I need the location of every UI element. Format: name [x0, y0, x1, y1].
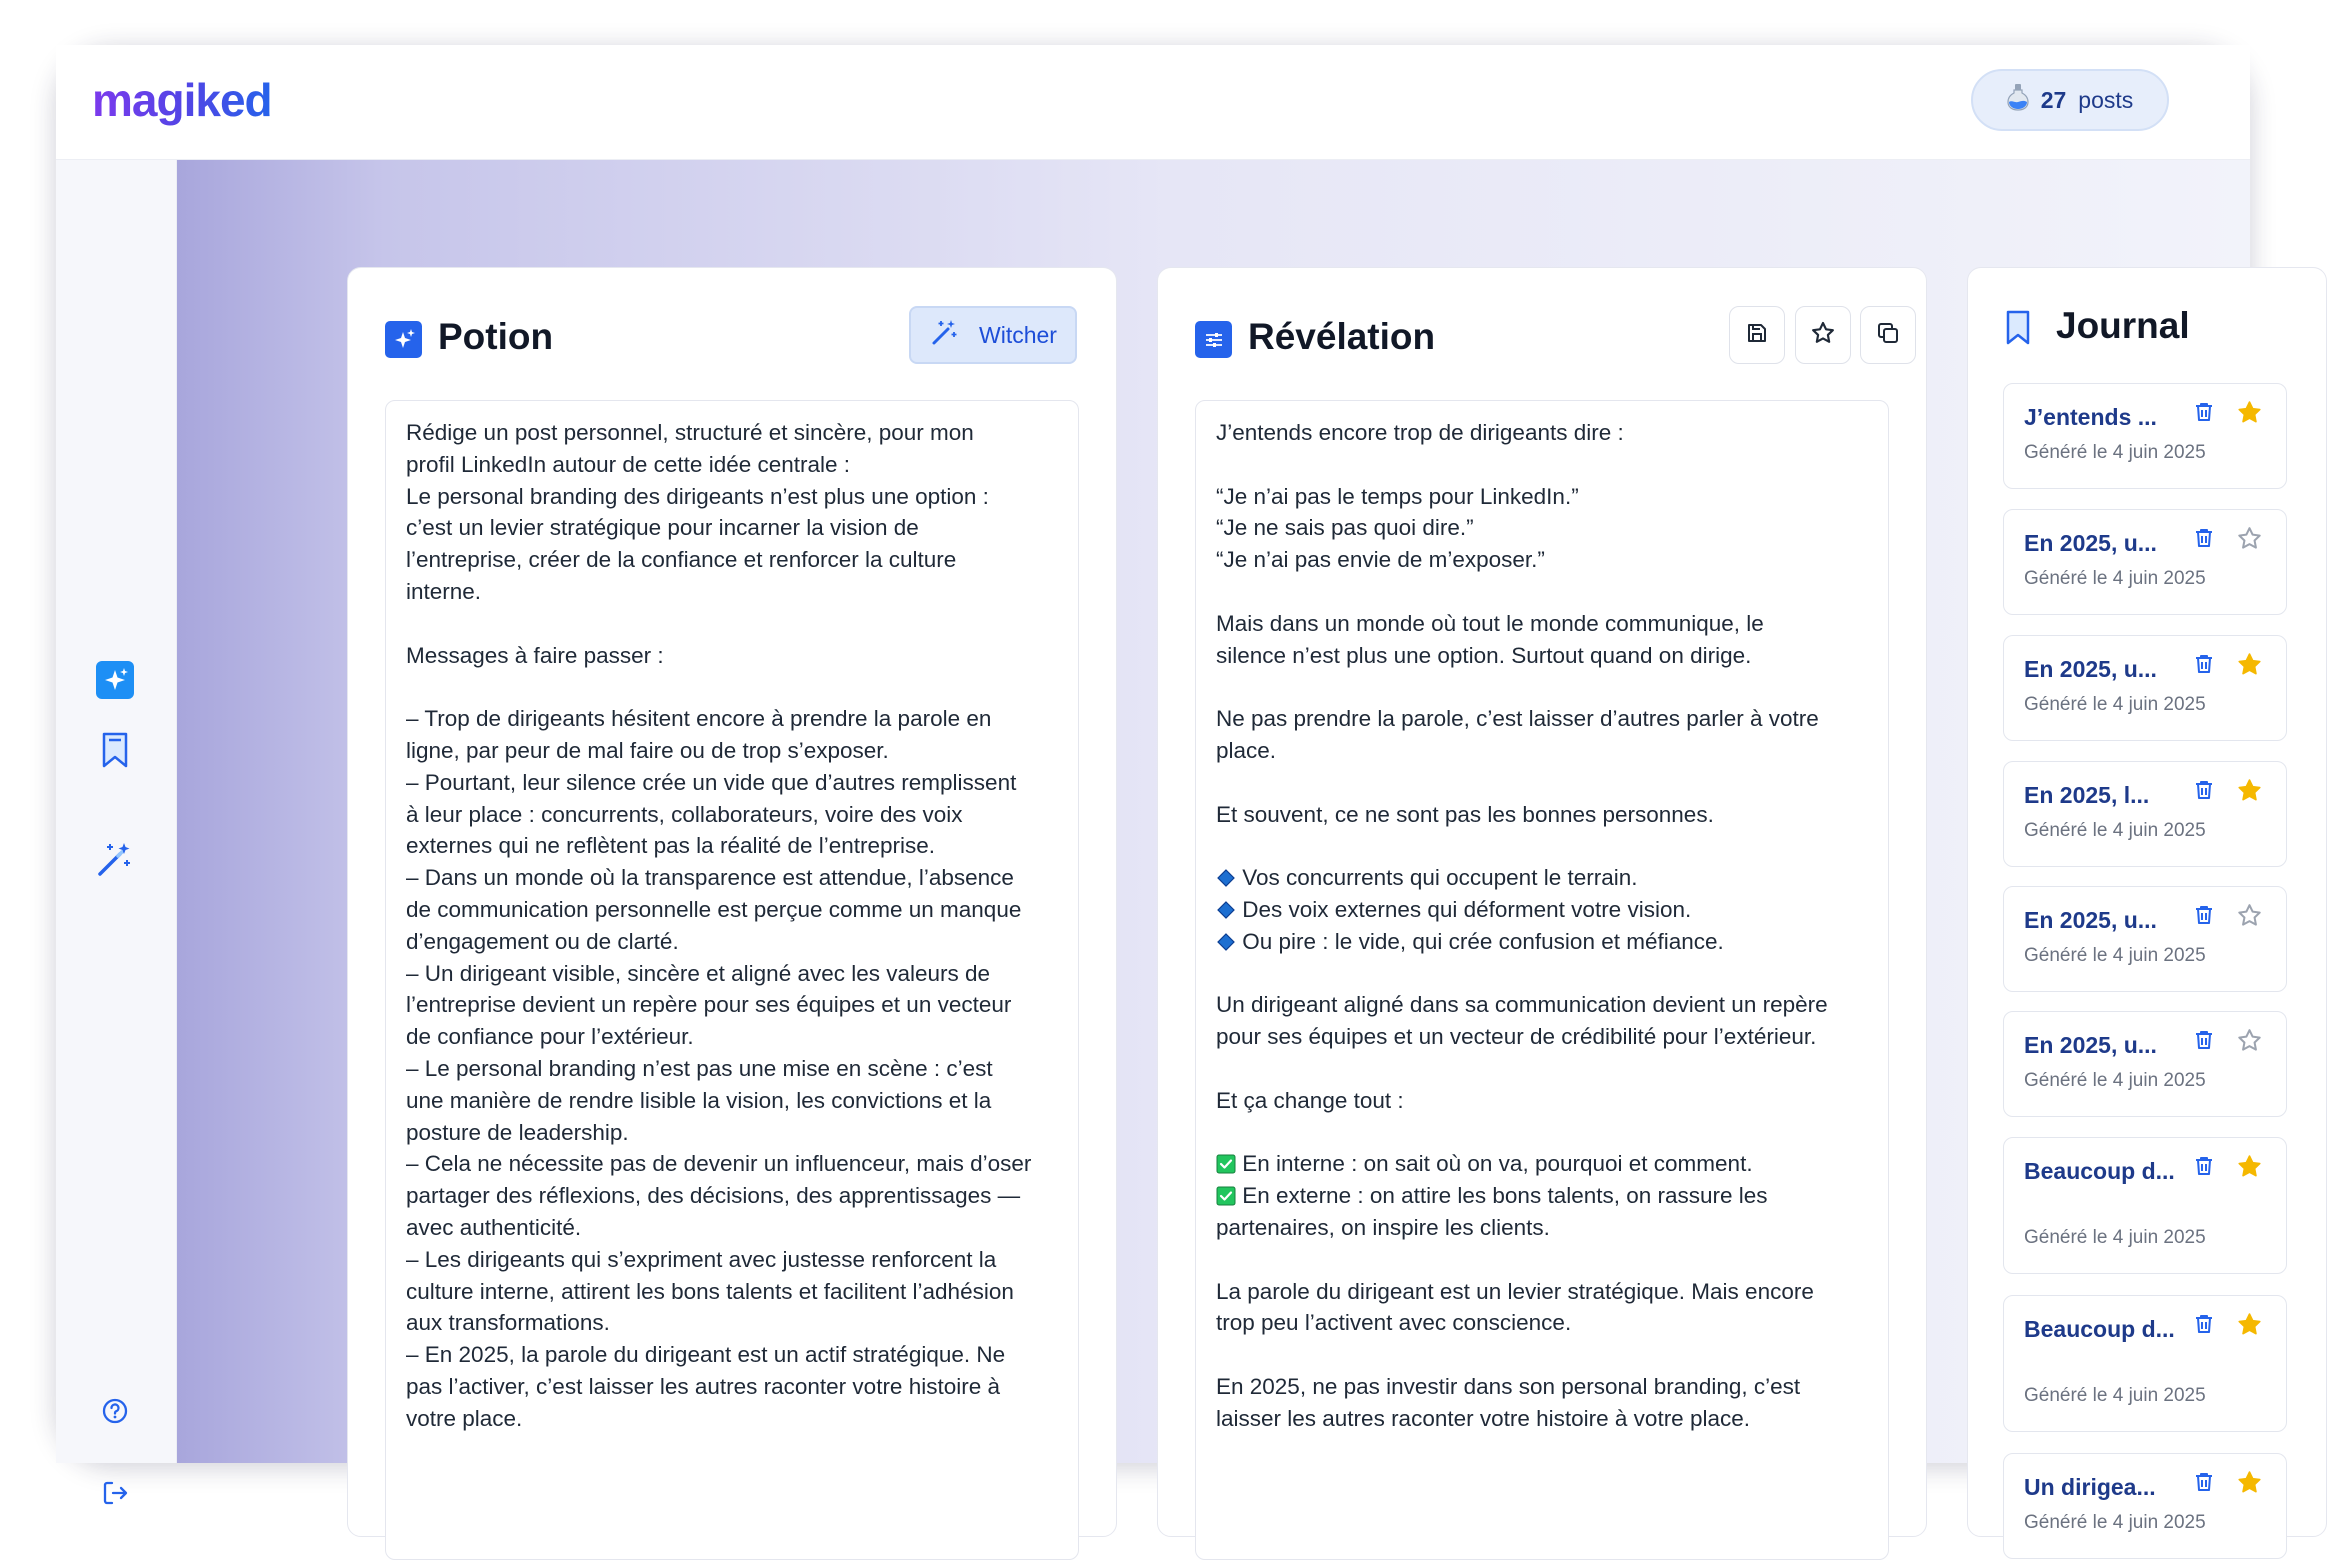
prompt-line: interne.: [406, 578, 482, 604]
sidebar-item-witcher[interactable]: [95, 841, 135, 881]
logout-icon: [101, 1479, 129, 1512]
post-line-text: Mais dans un monde où tout le monde communique, le: [1216, 610, 1764, 636]
post-line-text: partenaires, on inspire les clients.: [1216, 1214, 1550, 1240]
post-line: [1216, 481, 1868, 513]
journal-item[interactable]: [2003, 509, 2287, 615]
post-line-text: “Je n’ai pas le temps pour LinkedIn.”: [1216, 483, 1579, 509]
prompt-line: – Cela ne nécessite pas de devenir un influenceur, mais d’oser: [406, 1151, 1032, 1177]
copy-icon: [1876, 321, 1900, 350]
journal-item-date: Généré le 4 juin 2025: [2024, 820, 2206, 841]
post-line: [1216, 862, 1868, 894]
prompt-line: partager des réflexions, des décisions, des apprentissages —: [406, 1183, 1021, 1209]
post-line: [1216, 512, 1868, 544]
help-button[interactable]: [95, 1393, 135, 1433]
journal-item-date: Généré le 4 juin 2025: [2024, 1227, 2206, 1248]
trash-icon[interactable]: [2192, 778, 2216, 802]
post-line: [1216, 703, 1868, 735]
post-line: [1216, 1339, 1868, 1371]
post-line: [1216, 958, 1868, 990]
sparkles-icon: [385, 321, 422, 358]
journal-item[interactable]: [2003, 383, 2287, 489]
post-line-text: “Je ne sais pas quoi dire.”: [1216, 515, 1474, 541]
help-icon: [101, 1397, 129, 1430]
potion-card: [347, 267, 1117, 1537]
posts-counter-badge[interactable]: [1971, 69, 2169, 131]
main-content: [177, 160, 2250, 1533]
post-line: [1216, 1212, 1868, 1244]
star-filled-icon[interactable]: [2236, 651, 2263, 678]
post-line: [1216, 671, 1868, 703]
star-filled-icon[interactable]: [2236, 399, 2263, 426]
post-line-text: pour ses équipes et un vecteur de crédibilité pour l’extérieur.: [1216, 1024, 1817, 1050]
prompt-line: l’entreprise devient un repère pour ses équipes et un vecteur: [406, 992, 1012, 1018]
prompt-line: votre place.: [406, 1405, 523, 1431]
trash-icon[interactable]: [2192, 526, 2216, 550]
sidebar-item-potion[interactable]: [95, 662, 135, 702]
prompt-line: – Pourtant, leur silence crée un vide que d’autres remplissent: [406, 769, 1017, 795]
post-line: [1216, 576, 1868, 608]
prompt-line: aux transformations.: [406, 1310, 610, 1336]
diamond-bullet-icon: [1216, 865, 1236, 897]
post-line: [1216, 735, 1868, 767]
journal-item-date: Généré le 4 juin 2025: [2024, 694, 2206, 715]
sidebar: [56, 160, 177, 1463]
post-line: [1216, 1276, 1868, 1308]
journal-item-date: Généré le 4 juin 2025: [2024, 568, 2206, 589]
post-line: [1216, 1403, 1868, 1435]
journal-item-title[interactable]: En 2025, u...: [2024, 656, 2157, 682]
post-line-text: En externe : on attire les bons talents, on rassure les: [1242, 1183, 1768, 1209]
prompt-line: [406, 671, 1058, 703]
revelation-title: Révélation: [1248, 316, 1436, 357]
app-logo[interactable]: magiked: [92, 74, 272, 126]
post-line: [1216, 926, 1868, 958]
star-icon[interactable]: [2236, 525, 2263, 552]
prompt-line: – Un dirigeant visible, sincère et aligné avec les valeurs de: [406, 960, 991, 986]
journal-item-date: Généré le 4 juin 2025: [2024, 945, 2206, 966]
save-button[interactable]: [1729, 306, 1785, 364]
post-line: [1216, 640, 1868, 672]
potion-bottle-icon: [2007, 83, 2029, 117]
revelation-card: [1157, 267, 1927, 1537]
star-icon[interactable]: [2236, 902, 2263, 929]
trash-icon[interactable]: [2192, 903, 2216, 927]
post-line-text: En interne : on sait où on va, pourquoi et comment.: [1242, 1151, 1753, 1177]
magic-wand-icon: [96, 840, 134, 883]
post-line-text: En 2025, ne pas investir dans son personal branding, c’est: [1216, 1373, 1801, 1399]
journal-item-title[interactable]: En 2025, u...: [2024, 907, 2157, 933]
journal-item-date: Généré le 4 juin 2025: [2024, 1512, 2206, 1533]
post-line-text: Et souvent, ce ne sont pas les bonnes personnes.: [1216, 801, 1714, 827]
post-line-text: Vos concurrents qui occupent le terrain.: [1242, 865, 1638, 891]
post-line-text: Ou pire : le vide, qui crée confusion et méfiance.: [1242, 928, 1724, 954]
sparkles-icon: [95, 660, 135, 705]
witcher-button[interactable]: [909, 306, 1077, 364]
favorite-button[interactable]: [1795, 306, 1851, 364]
post-line: [1216, 1244, 1868, 1276]
post-line: [1216, 449, 1868, 481]
prompt-line: pas l’activer, c’est laisser les autres raconter votre histoire à: [406, 1373, 1000, 1399]
trash-icon[interactable]: [2192, 1028, 2216, 1052]
prompt-line: – Trop de dirigeants hésitent encore à prendre la parole en: [406, 706, 992, 732]
prompt-line: posture de leadership.: [406, 1119, 629, 1145]
prompt-line: – En 2025, la parole du dirigeant est un actif stratégique. Ne: [406, 1342, 1006, 1368]
post-line: [1216, 1307, 1868, 1339]
prompt-line: de confiance pour l’extérieur.: [406, 1024, 694, 1050]
post-line-text: La parole du dirigeant est un levier stratégique. Mais encore: [1216, 1278, 1814, 1304]
star-filled-icon[interactable]: [2236, 1311, 2263, 1338]
check-mark-icon: [1216, 1183, 1236, 1215]
post-line-text: Ne pas prendre la parole, c’est laisser d’autres parler à votre: [1216, 706, 1819, 732]
star-filled-icon[interactable]: [2236, 777, 2263, 804]
journal-item-date: Généré le 4 juin 2025: [2024, 1385, 2206, 1406]
sliders-icon: [1195, 321, 1232, 358]
prompt-line: une manière de rendre lisible la vision, les convictions et la: [406, 1087, 992, 1113]
post-line: [1216, 544, 1868, 576]
diamond-bullet-icon: [1216, 897, 1236, 929]
trash-icon[interactable]: [2192, 1470, 2216, 1494]
post-line-text: “Je n’ai pas envie de m’exposer.”: [1216, 547, 1545, 573]
prompt-line: c’est un levier stratégique pour incarner la vision de: [406, 515, 919, 541]
post-line-text: Un dirigeant aligné dans sa communication devient un repère: [1216, 992, 1828, 1018]
prompt-line: Le personal branding des dirigeants n’est plus une option :: [406, 483, 989, 509]
posts-label: posts: [2078, 86, 2134, 113]
prompt-line: culture interne, attirent les bons talents et facilitent l’adhésion: [406, 1278, 1014, 1304]
trash-icon[interactable]: [2192, 652, 2216, 676]
journal-item[interactable]: [2003, 1453, 2287, 1559]
post-line-text: trop peu l’activent avec conscience.: [1216, 1310, 1572, 1336]
posts-count: 27: [2040, 86, 2067, 113]
prompt-line: avec authenticité.: [406, 1214, 582, 1240]
journal-item-title[interactable]: En 2025, l...: [2024, 782, 2150, 808]
journal-title: Journal: [2056, 305, 2190, 346]
app-window: [56, 45, 2250, 1533]
post-line-text: silence n’est plus une option. Surtout quand on dirige.: [1216, 642, 1752, 668]
prompt-textarea[interactable]: [385, 400, 1079, 1560]
post-line-text: laisser les autres raconter votre histoire à votre place.: [1216, 1405, 1750, 1431]
journal-item[interactable]: [2003, 1295, 2287, 1432]
sidebar-item-journal[interactable]: [95, 732, 135, 772]
journal-item-title[interactable]: Un dirigea...: [2024, 1474, 2156, 1500]
journal-item[interactable]: [2003, 1137, 2287, 1274]
post-line: [1216, 1085, 1868, 1117]
prompt-line: à leur place : concurrents, collaborateurs, voire des voix: [406, 801, 963, 827]
trash-icon[interactable]: [2192, 1154, 2216, 1178]
star-icon[interactable]: [2236, 1027, 2263, 1054]
journal-item-title[interactable]: Beaucoup d...: [2024, 1158, 2175, 1184]
prompt-line: – Les dirigeants qui s’expriment avec justesse renforcent la: [406, 1246, 997, 1272]
post-line: [1216, 989, 1868, 1021]
copy-button[interactable]: [1860, 306, 1916, 364]
post-line-text: J’entends encore trop de dirigeants dire :: [1216, 420, 1624, 445]
bookmark-icon: [100, 731, 130, 774]
prompt-line: Messages à faire passer :: [406, 642, 664, 668]
post-line-text: place.: [1216, 737, 1277, 763]
generated-post-textarea[interactable]: [1195, 400, 1889, 1560]
post-line-text: Et ça change tout :: [1216, 1087, 1404, 1113]
post-line: [1216, 608, 1868, 640]
prompt-line: [406, 608, 1058, 640]
post-line: [1216, 1371, 1868, 1403]
trash-icon[interactable]: [2192, 400, 2216, 424]
journal-item[interactable]: [2003, 761, 2287, 867]
potion-title: Potion: [438, 316, 554, 357]
prompt-line: ligne, par peur de mal faire ou de trop s’exposer.: [406, 737, 889, 763]
save-icon: [1745, 321, 1769, 350]
prompt-line: – Dans un monde où la transparence est attendue, l’absence: [406, 865, 1014, 891]
prompt-line: externes qui ne reflètent pas la réalité de l’entreprise.: [406, 833, 936, 859]
post-line: [1216, 1053, 1868, 1085]
star-filled-icon[interactable]: [2236, 1153, 2263, 1180]
journal-item-title[interactable]: Beaucoup d...: [2024, 1316, 2175, 1342]
prompt-line: profil LinkedIn autour de cette idée centrale :: [406, 451, 851, 477]
post-line: [1216, 799, 1868, 831]
post-line: [1216, 767, 1868, 799]
post-line-text: Des voix externes qui déforment votre vision.: [1242, 896, 1692, 922]
post-line: [1216, 830, 1868, 862]
star-filled-icon[interactable]: [2236, 1469, 2263, 1496]
journal-item-date: Généré le 4 juin 2025: [2024, 1070, 2206, 1091]
post-line: [1216, 417, 1868, 449]
post-line: [1216, 1148, 1868, 1180]
prompt-line: – Le personal branding n’est pas une mise en scène : c’est: [406, 1055, 993, 1081]
prompt-line: l’entreprise, créer de la confiance et renforcer la culture: [406, 547, 957, 573]
journal-item[interactable]: [2003, 635, 2287, 741]
prompt-line: de communication personnelle est perçue comme un manque: [406, 896, 1022, 922]
check-mark-icon: [1216, 1151, 1236, 1183]
post-line: [1216, 1117, 1868, 1149]
post-line: [1216, 894, 1868, 926]
magic-wand-icon: [931, 318, 959, 352]
post-line: [1216, 1180, 1868, 1212]
journal-item-title[interactable]: En 2025, u...: [2024, 530, 2157, 556]
journal-item-title[interactable]: En 2025, u...: [2024, 1032, 2157, 1058]
diamond-bullet-icon: [1216, 929, 1236, 961]
star-icon: [1810, 320, 1836, 351]
journal-item-date: Généré le 4 juin 2025: [2024, 442, 2206, 463]
prompt-line: Rédige un post personnel, structuré et sincère, pour mon: [406, 420, 974, 445]
prompt-line: d’engagement ou de clarté.: [406, 928, 679, 954]
journal-item-title[interactable]: J’entends ...: [2024, 404, 2157, 430]
logout-button[interactable]: [95, 1475, 135, 1515]
bookmark-icon: [2005, 310, 2031, 351]
journal-item[interactable]: [2003, 886, 2287, 992]
post-line: [1216, 1021, 1868, 1053]
trash-icon[interactable]: [2192, 1312, 2216, 1336]
journal-item[interactable]: [2003, 1011, 2287, 1117]
journal-card: [1967, 267, 2327, 1537]
witcher-button-label: Witcher: [979, 321, 1057, 348]
top-bar: [56, 45, 2250, 160]
